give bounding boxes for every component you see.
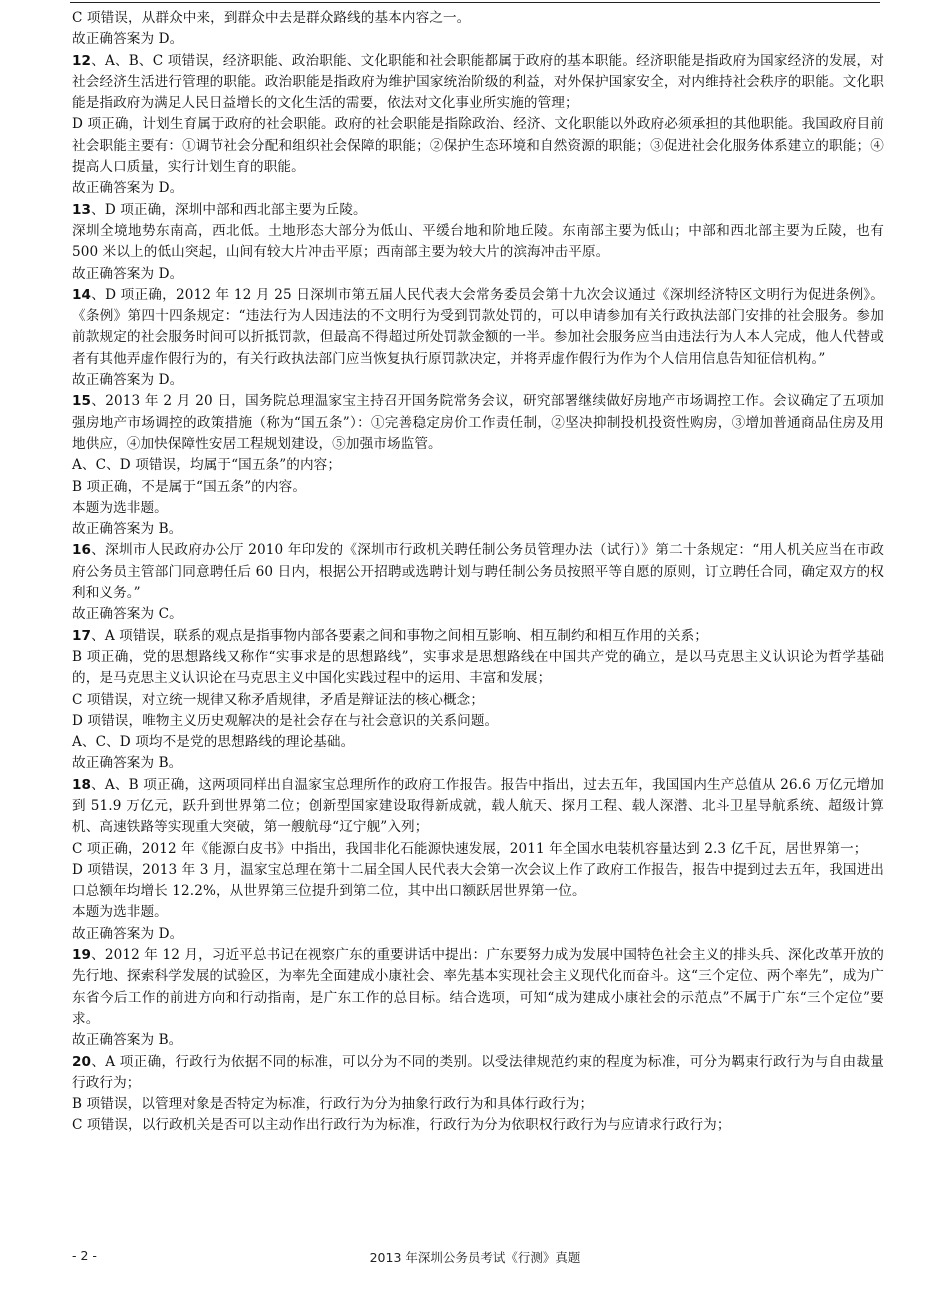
paragraph-text: C 项正确，2012 年《能源白皮书》中指出，我国非化石能源快速发展，2011 年全国水电装机容量达到 2.3 亿千瓦，居世界第一； xyxy=(72,840,868,857)
paragraph-text: C 项错误，对立统一规律又称矛盾规律，矛盾是辩证法的核心概念； xyxy=(72,691,485,708)
paragraph-text: B 项正确，不是属于“国五条”的内容。 xyxy=(72,478,307,495)
paragraph-text: 、A、B、C 项错误，经济职能、政治职能、文化职能和社会职能都属于政府的基本职能。经济职能是指政府为国家经济的发展，对社会经济生活进行管理的职能。政治职能是指政府为维护国家统治阶级的利益，对外保护国家安全，对内维持社会秩序的职能。文化职能是指政府为满足人民日益增长的文化生活的需要，依法对文化事业所实施的管理； xyxy=(72,52,884,112)
paragraph xyxy=(72,1030,884,1051)
paragraph-text: 、A 项错误，联系的观点是指事物内部各要素之间和事物之间相互影响、相互制约和相互作用的关系； xyxy=(91,627,708,644)
paragraph xyxy=(72,264,884,285)
paragraph xyxy=(72,839,884,860)
paragraph-text: 、A、B 项正确，这两项同样出自温家宝总理所作的政府工作报告。报告中指出，过去五年，我国国内生产总值从 26.6 万亿元增加到 51.9 万亿元，跃升到世界第二位；创新型国家建设取得新成就，载人航天、探月工程、载人深潜、北斗卫星导航系统、超级计算机、高速铁路等实现重大突破，第一艘航母“辽宁舰”入列； xyxy=(72,776,884,836)
paragraph xyxy=(72,690,884,711)
paragraph xyxy=(72,945,884,1030)
paragraph-text: 本题为选非题。 xyxy=(72,499,168,516)
question-number: 16 xyxy=(72,542,92,559)
paragraph xyxy=(72,860,884,903)
paragraph-text: 、2013 年 2 月 20 日，国务院总理温家宝主持召开国务院常务会议，研究部署继续做好房地产市场调控工作。会议确定了五项加强房地产市场调控的政策措施（称为“国五条”）：①完善稳定房价工作责任制，②坚决抑制投机投资性购房，③增加普通商品住房及用地供应，④加快保障性安居工程规划建设，⑤加强市场监管。 xyxy=(72,393,884,452)
page-number: - 2 - xyxy=(72,1248,97,1263)
paragraph-text: 、深圳市人民政府办公厅 2010 年印发的《深圳市行政机关聘任制公务员管理办法（试行）》第二十条规定：“用人机关应当在市政府公务员主管部门同意聘任后 60 日内，根据公开招聘或选聘计划与聘任制公务员按照平等自愿的原则，订立聘任合同，确定双方的权利和义务。” xyxy=(72,542,884,602)
paragraph xyxy=(72,1094,884,1115)
paragraph-text: 故正确答案为 D。 xyxy=(72,372,184,389)
paragraph-text: 故正确答案为 D。 xyxy=(72,265,184,282)
paragraph xyxy=(72,1115,884,1136)
paragraph xyxy=(72,540,884,604)
paragraph-text: D 项错误，唯物主义历史观解决的是社会存在与社会意识的关系问题。 xyxy=(72,712,499,729)
paragraph-text: 故正确答案为 B。 xyxy=(72,755,183,772)
question-number: 12 xyxy=(72,52,92,69)
paragraph-text: A、C、D 项错误，均属于“国五条”的内容； xyxy=(72,457,342,474)
paragraph-text: 故正确答案为 C。 xyxy=(72,606,183,623)
paragraph xyxy=(72,391,884,455)
paragraph xyxy=(72,8,884,29)
paragraph xyxy=(72,711,884,732)
question-number: 18 xyxy=(72,776,92,793)
paragraph xyxy=(72,519,884,540)
paragraph xyxy=(72,626,884,647)
paragraph xyxy=(72,477,884,498)
paragraph-text: 深圳全境地势东南高，西北低。土地形态大部分为低山、平缓台地和阶地丘陵。东南部主要为低山；中部和西北部主要为丘陵，也有 500 米以上的低山突起，山间有较大片冲击平原；西南部主要为较大片的滨海冲击平原。 xyxy=(72,222,884,261)
paragraph xyxy=(72,775,884,839)
paragraph-text: C 项错误，从群众中来，到群众中去是群众路线的基本内容之一。 xyxy=(72,10,471,26)
paragraph xyxy=(72,221,884,264)
question-number: 20 xyxy=(72,1053,92,1070)
header-rule xyxy=(70,2,880,3)
paragraph-text: 故正确答案为 B。 xyxy=(72,521,183,538)
paragraph-text: 、2012 年 12 月，习近平总书记在视察广东的重要讲话中提出：广东要努力成为发展中国特色社会主义的排头兵、深化改革开放的先行地、探索科学发展的试验区，为率先全面建成小康社会、率先基本实现社会主义现代化而奋斗。这“三个定位、两个率先”，成为广东省今后工作的前进方向和行动指南，是广东工作的总目标。结合选项，可知“成为建成小康社会的示范点”不属于广东“三个定位”要求。 xyxy=(72,947,884,1027)
paragraph xyxy=(72,732,884,753)
paragraph-text: B 项错误，以管理对象是否特定为标准，行政行为分为抽象行政行为和具体行政行为； xyxy=(72,1096,594,1113)
paragraph xyxy=(72,370,884,391)
question-number: 15 xyxy=(72,393,92,410)
paragraph-text: B 项正确，党的思想路线又称作“实事求是的思想路线”，实事求是思想路线在中国共产党的确立，是以马克思主义认识论为哲学基础的，是马克思主义认识论在马克思主义中国化实践过程中的运用、丰富和发展； xyxy=(72,648,884,687)
paragraph-text: 、A 项正确，行政行为依据不同的标准，可以分为不同的类别。以受法律规范约束的程度为标准，可分为羁束行政行为与自由裁量行政行为； xyxy=(72,1053,884,1091)
paragraph-text: 故正确答案为 D。 xyxy=(72,925,184,942)
paragraph xyxy=(72,647,884,690)
paragraph-text: 本题为选非题。 xyxy=(72,904,168,921)
paragraph xyxy=(72,902,884,923)
paragraph-text: 故正确答案为 D。 xyxy=(72,31,184,48)
paragraph xyxy=(72,924,884,945)
paragraph xyxy=(72,1052,884,1095)
paragraph-text: 、D 项正确，深圳中部和西北部主要为丘陵。 xyxy=(91,201,367,218)
footer-title: 2013 年深圳公务员考试《行测》真题 xyxy=(369,1250,581,1265)
paragraph xyxy=(72,178,884,199)
paragraph xyxy=(72,753,884,774)
paragraph-text: 故正确答案为 D。 xyxy=(72,180,184,197)
question-number: 13 xyxy=(72,201,92,218)
paragraph xyxy=(72,498,884,519)
paragraph xyxy=(72,285,884,370)
paragraph xyxy=(72,455,884,476)
question-number: 17 xyxy=(72,627,92,644)
paragraph-text: D 项错误，2013 年 3 月，温家宝总理在第十二届全国人民代表大会第一次会议上作了政府工作报告，报告中提到过去五年，我国进出口总额年均增长 12.2%，从世界第三位提升到第二位，其中出口额跃居世界第一位。 xyxy=(72,861,884,900)
paragraph xyxy=(72,29,884,50)
question-number: 19 xyxy=(72,947,92,964)
paragraph-text: A、C、D 项均不是党的思想路线的理论基础。 xyxy=(72,734,355,751)
paragraph xyxy=(72,200,884,221)
question-number: 14 xyxy=(72,286,92,303)
paragraph-text: D 项正确，计划生育属于政府的社会职能。政府的社会职能是指除政治、经济、文化职能以外政府必须承担的其他职能。我国政府目前社会职能主要有：①调节社会分配和组织社会保障的职能；②保护生态环境和自然资源的职能；③促进社会化服务体系建立的职能；④提高人口质量，实行计划生育的职能。 xyxy=(72,116,884,176)
paragraph-text: 、D 项正确，2012 年 12 月 25 日深圳市第五届人民代表大会常务委员会第十九次会议通过《深圳经济特区文明行为促进条例》。《条例》第四十四条规定：“违法行为人因违法的不文明行为受到罚款处罚的，可以申请参加有关行政执法部门安排的社会服务。参加前款规定的社会服务时间可以折抵罚款，但最高不得超过所处罚款金额的一半。参加社会服务应当由违法行为人本人完成，他人代替或者有其他弄虚作假行为的，有关行政执法部门应当恢复执行原罚款决定，并将弄虚作假行为作为个人信用信息告知征信机构。” xyxy=(72,286,884,367)
paragraph xyxy=(72,114,884,178)
paragraph xyxy=(72,51,884,115)
paragraph-text: C 项错误，以行政机关是否可以主动作出行政行为为标准，行政行为分为依职权行政行为与应请求行政行为； xyxy=(72,1117,731,1134)
paragraph xyxy=(72,604,884,625)
paragraph-text: 故正确答案为 B。 xyxy=(72,1032,183,1049)
document-body xyxy=(72,8,884,1137)
